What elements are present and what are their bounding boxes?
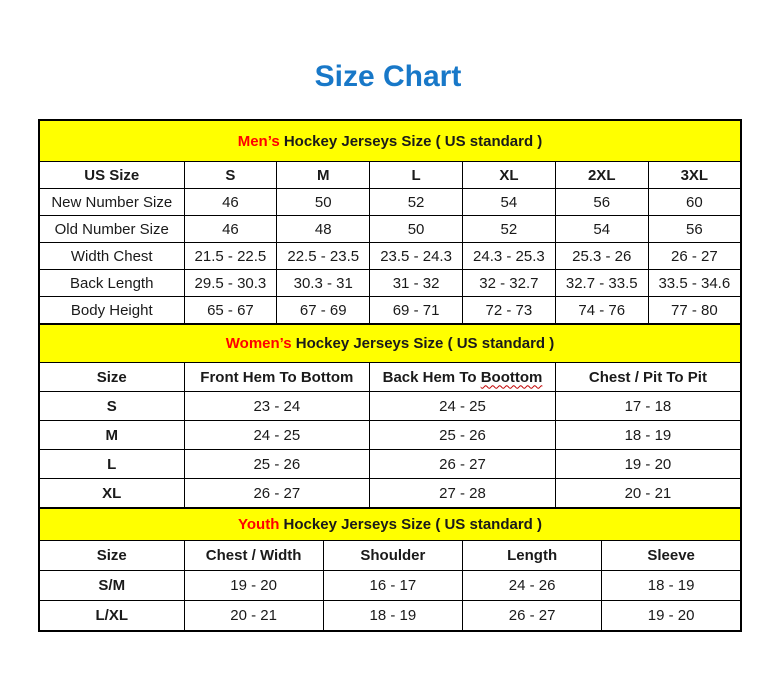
mens-section-row (39, 120, 741, 162)
youth-header-row (39, 541, 741, 571)
cell-value: 26 - 27 (463, 601, 602, 632)
mens-section-title: Men’s Hockey Jerseys Size ( US standard ) (39, 120, 741, 162)
column-header: Length (463, 541, 602, 571)
cell-value: 26 - 27 (370, 450, 556, 479)
cell-value: 18 - 19 (602, 571, 741, 601)
cell-value: 54 (462, 189, 555, 216)
row-label: L (39, 450, 184, 479)
youth-size-table (38, 507, 742, 632)
youth-section-prefix: Youth (238, 516, 280, 533)
cell-value: 50 (370, 216, 463, 243)
row-label: Width Chest (39, 243, 184, 270)
column-header: Chest / Width (184, 541, 323, 571)
page-title: Size Chart (314, 60, 462, 93)
cell-value: 17 - 18 (555, 392, 741, 421)
cell-value: 33.5 - 34.6 (648, 270, 741, 297)
column-header: Back Hem To Boottom (370, 363, 556, 392)
table-row (39, 571, 741, 601)
column-header: 2XL (555, 162, 648, 189)
column-header: US Size (39, 162, 184, 189)
column-header: Front Hem To Bottom (184, 363, 370, 392)
size-chart-tables (38, 119, 740, 632)
row-label: New Number Size (39, 189, 184, 216)
cell-value: 52 (370, 189, 463, 216)
cell-value: 48 (277, 216, 370, 243)
cell-value: 32.7 - 33.5 (555, 270, 648, 297)
column-header: L (370, 162, 463, 189)
cell-value: 77 - 80 (648, 297, 741, 325)
womens-section-title: Women’s Hockey Jerseys Size ( US standard ) (39, 324, 741, 363)
cell-value: 24 - 26 (463, 571, 602, 601)
cell-value: 56 (648, 216, 741, 243)
column-header: Size (39, 541, 184, 571)
row-label: Old Number Size (39, 216, 184, 243)
cell-value: 67 - 69 (277, 297, 370, 325)
cell-value: 31 - 32 (370, 270, 463, 297)
row-label: S/M (39, 571, 184, 601)
column-header: 3XL (648, 162, 741, 189)
row-label: Back Length (39, 270, 184, 297)
mens-header-row (39, 162, 741, 189)
row-label: S (39, 392, 184, 421)
cell-value: 25 - 26 (370, 421, 556, 450)
column-header: Chest / Pit To Pit (555, 363, 741, 392)
table-row (39, 189, 741, 216)
womens-section-row (39, 324, 741, 363)
cell-value: 19 - 20 (555, 450, 741, 479)
column-header: XL (462, 162, 555, 189)
mens-size-table (38, 119, 742, 325)
row-label: XL (39, 479, 184, 509)
cell-value: 20 - 21 (184, 601, 323, 632)
table-row (39, 243, 741, 270)
misspelled-word: Boottom (480, 368, 543, 386)
cell-value: 32 - 32.7 (462, 270, 555, 297)
column-header: M (277, 162, 370, 189)
table-row (39, 392, 741, 421)
row-label: Body Height (39, 297, 184, 325)
cell-value: 21.5 - 22.5 (184, 243, 277, 270)
cell-value: 46 (184, 216, 277, 243)
mens-section-prefix: Men’s (237, 132, 280, 150)
table-row (39, 270, 741, 297)
column-header: Sleeve (602, 541, 741, 571)
table-row (39, 216, 741, 243)
cell-value: 23.5 - 24.3 (370, 243, 463, 270)
cell-value: 29.5 - 30.3 (184, 270, 277, 297)
cell-value: 56 (555, 189, 648, 216)
table-row (39, 479, 741, 509)
row-label: M (39, 421, 184, 450)
table-row (39, 450, 741, 479)
cell-value: 52 (462, 216, 555, 243)
womens-header-row (39, 363, 741, 392)
cell-value: 16 - 17 (323, 571, 462, 601)
cell-value: 20 - 21 (555, 479, 741, 509)
cell-value: 26 - 27 (648, 243, 741, 270)
cell-value: 19 - 20 (602, 601, 741, 632)
column-header: Shoulder (323, 541, 462, 571)
cell-value: 18 - 19 (323, 601, 462, 632)
cell-value: 74 - 76 (555, 297, 648, 325)
youth-section-title: Youth Hockey Jerseys Size ( US standard ) (39, 508, 741, 541)
cell-value: 46 (184, 189, 277, 216)
cell-value: 26 - 27 (184, 479, 370, 509)
cell-value: 27 - 28 (370, 479, 556, 509)
cell-value: 24.3 - 25.3 (462, 243, 555, 270)
youth-section-row (39, 508, 741, 541)
cell-value: 54 (555, 216, 648, 243)
cell-value: 25 - 26 (184, 450, 370, 479)
row-label: L/XL (39, 601, 184, 632)
womens-size-table (38, 323, 742, 509)
table-row (39, 421, 741, 450)
table-row (39, 297, 741, 325)
cell-value: 60 (648, 189, 741, 216)
column-header: S (184, 162, 277, 189)
cell-value: 25.3 - 26 (555, 243, 648, 270)
womens-section-prefix: Women’s (225, 335, 292, 352)
cell-value: 65 - 67 (184, 297, 277, 325)
cell-value: 24 - 25 (184, 421, 370, 450)
cell-value: 18 - 19 (555, 421, 741, 450)
cell-value: 23 - 24 (184, 392, 370, 421)
column-header: Size (39, 363, 184, 392)
cell-value: 24 - 25 (370, 392, 556, 421)
cell-value: 69 - 71 (370, 297, 463, 325)
table-row (39, 601, 741, 632)
cell-value: 30.3 - 31 (277, 270, 370, 297)
cell-value: 22.5 - 23.5 (277, 243, 370, 270)
cell-value: 19 - 20 (184, 571, 323, 601)
cell-value: 50 (277, 189, 370, 216)
cell-value: 72 - 73 (462, 297, 555, 325)
